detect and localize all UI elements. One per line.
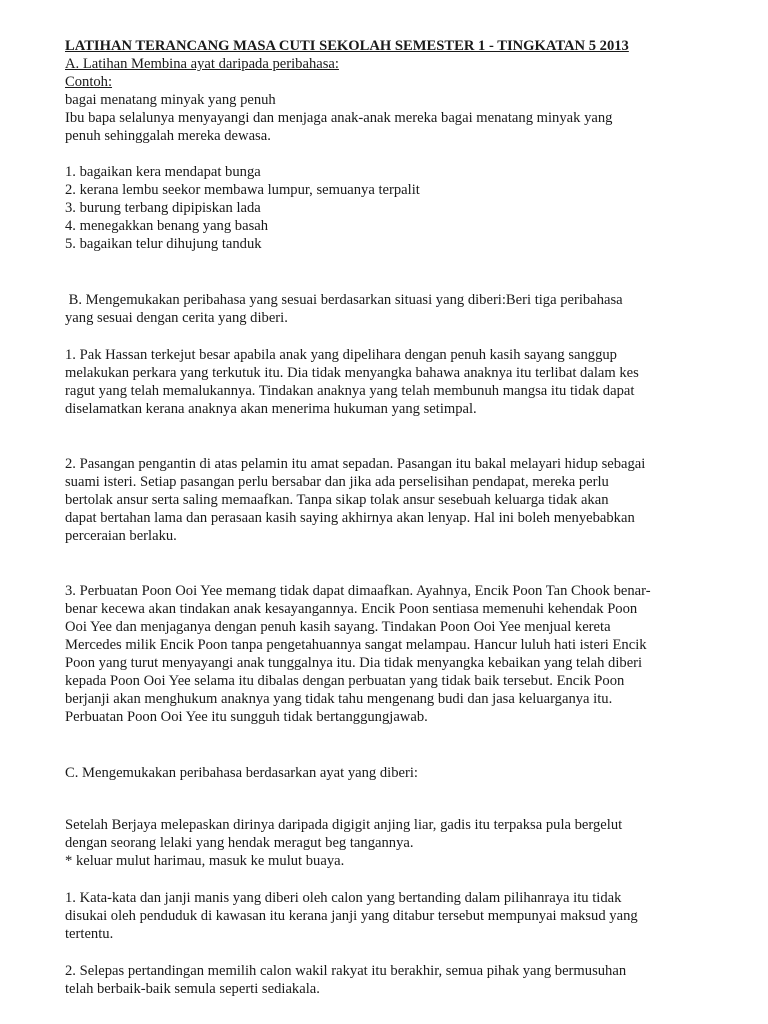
section-b-q2-line: bertolak ansur serta saling memaafkan. Tanpa sikap tolak ansur sesebuah keluarga tidak akan [65, 492, 609, 508]
section-a-heading: A. Latihan Membina ayat daripada peribahasa: [65, 56, 339, 72]
section-c-example-line: Setelah Berjaya melepaskan dirinya daripada digigit anjing liar, gadis itu terpaksa pula bergelut [65, 817, 623, 833]
proverb-item: 2. kerana lembu seekor membawa lumpur, semuanya terpalit [65, 182, 420, 198]
section-b-heading: B. Mengemukakan peribahasa yang sesuai berdasarkan situasi yang diberi:Beri tiga peribahasa [65, 292, 623, 308]
section-b-q3-line: Poon yang turut menyayangi anak tunggalnya itu. Dia tidak menyangka kebaikan yang telah diberi [65, 655, 643, 671]
section-b-q3-line: 3. Perbuatan Poon Ooi Yee memang tidak dapat dimaafkan. Ayahnya, Encik Poon Tan Chook benar- [65, 583, 651, 599]
section-c-q2-line: 2. Selepas pertandingan memilih calon wakil rakyat itu berakhir, semua pihak yang bermusuhan [65, 963, 627, 979]
section-b-q1-line: diselamatkan kerana anaknya akan menerima hukuman yang setimpal. [65, 401, 477, 417]
section-b-q2-line: 2. Pasangan pengantin di atas pelamin itu amat sepadan. Pasangan itu bakal melayari hidup sebagai [65, 456, 646, 472]
document-title: LATIHAN TERANCANG MASA CUTI SEKOLAH SEMESTER 1 - TINGKATAN 5 2013 [65, 38, 629, 54]
section-c-q1-line: disukai oleh penduduk di kawasan itu kerana janji yang ditabur tersebut mempunyai maksud yang [65, 908, 638, 924]
proverb-item: 1. bagaikan kera mendapat bunga [65, 164, 261, 180]
section-b-q1-line: ragut yang telah memalukannya. Tindakan anaknya yang telah membunuh mangsa itu tidak dapat [65, 383, 635, 399]
section-b-q3-line: benar kecewa akan tindakan anak kesayangannya. Encik Poon sentiasa memenuhi kehendak Poon [65, 601, 638, 617]
example-sentence-line: Ibu bapa selalunya menyayangi dan menjaga anak-anak mereka bagai menatang minyak yang [65, 110, 613, 126]
section-c-example-answer: * keluar mulut harimau, masuk ke mulut buaya. [65, 853, 345, 869]
section-b-q3-line: Ooi Yee dan menjaganya dengan penuh kasih sayang. Tindakan Poon Ooi Yee menjual kereta [65, 619, 611, 635]
proverb-item: 4. menegakkan benang yang basah [65, 218, 269, 234]
proverb-item: 3. burung terbang dipipiskan lada [65, 200, 261, 216]
section-b-q3-line: berjanji akan menghukum anaknya yang tidak tahu mengenang budi dan jasa keluarganya itu. [65, 691, 613, 707]
section-c-heading: C. Mengemukakan peribahasa berdasarkan ayat yang diberi: [65, 765, 418, 781]
example-label: Contoh: [65, 74, 113, 90]
section-b-q2-line: perceraian berlaku. [65, 528, 177, 544]
example-proverb: bagai menatang minyak yang penuh [65, 92, 276, 108]
section-b-heading: yang sesuai dengan cerita yang diberi. [65, 310, 288, 326]
section-c-example-line: dengan seorang lelaki yang hendak meragut beg tangannya. [65, 835, 414, 851]
section-b-q3-line: Mercedes milik Encik Poon tanpa pengetahuannya sangat melampau. Hancur luluh hati isteri Encik [65, 637, 647, 653]
section-b-q2-line: dapat bertahan lama dan perasaan kasih saying akhirnya akan lenyap. Hal ini boleh menyebabkan [65, 510, 635, 526]
section-b-q1-line: 1. Pak Hassan terkejut besar apabila anak yang dipelihara dengan penuh kasih sayang sanggup [65, 347, 617, 363]
section-b-q3-line: kepada Poon Ooi Yee selama itu dibalas dengan perbuatan yang tidak baik tersebut. Encik Poon [65, 673, 625, 689]
proverb-item: 5. bagaikan telur dihujung tanduk [65, 236, 262, 252]
example-sentence-line: penuh sehinggalah mereka dewasa. [65, 128, 271, 144]
section-c-q2-line: telah berbaik-baik semula seperti sediakala. [65, 981, 320, 997]
section-b-q3-line: Perbuatan Poon Ooi Yee itu sungguh tidak bertanggungjawab. [65, 709, 428, 725]
section-b-q2-line: suami isteri. Setiap pasangan perlu bersabar dan jika ada perselisihan pendapat, mereka perlu [65, 474, 609, 490]
section-c-q1-line: 1. Kata-kata dan janji manis yang diberi oleh calon yang bertanding dalam pilihanraya itu tidak [65, 890, 622, 906]
section-c-q1-line: tertentu. [65, 926, 114, 942]
section-b-q1-line: melakukan perkara yang terkutuk itu. Dia tidak menyangka bahawa anaknya itu terlibat dalam kes [65, 365, 639, 381]
